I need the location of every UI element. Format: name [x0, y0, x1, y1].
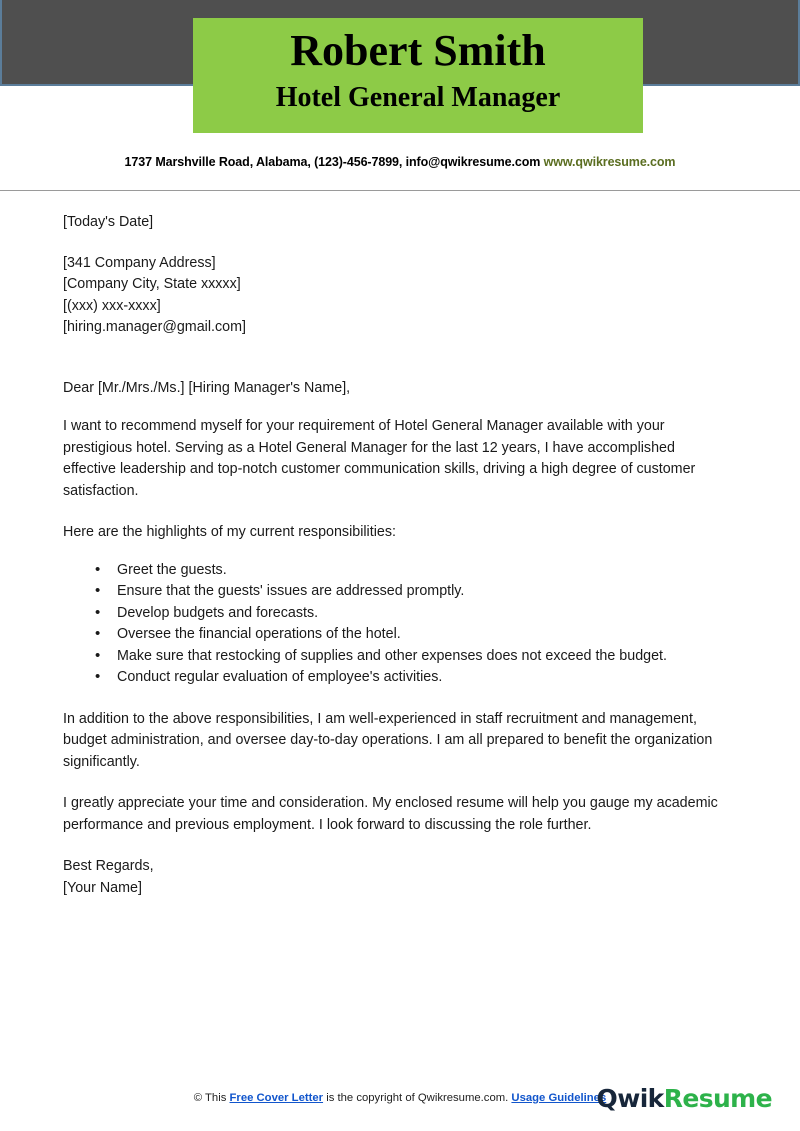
body-paragraph-3: I greatly appreciate your time and consideration. My enclosed resume will help you gauge my academic performance and previous employment. I look forward to discussing the role further. [63, 795, 718, 833]
footer-copyright-middle: is the copyright of Qwikresume.com. [323, 1092, 512, 1104]
list-item: • Oversee the financial operations of the hotel. [63, 624, 723, 646]
contact-details: 1737 Marshville Road, Alabama, (123)-456-7899, info@qwikresume.com [124, 155, 541, 169]
free-cover-letter-link[interactable]: Free Cover Letter [229, 1092, 324, 1104]
header-divider [0, 190, 800, 191]
contact-website[interactable]: www.qwikresume.com [543, 155, 676, 169]
recipient-line: [Company City, State xxxxx] [63, 276, 241, 292]
footer-copyright-prefix: © This [193, 1092, 230, 1104]
contact-line [0, 155, 800, 169]
letter-body [63, 212, 723, 916]
signature-block [63, 856, 723, 899]
recipient-line: [341 Company Address] [63, 254, 216, 271]
sign-off: Best Regards, [63, 858, 154, 874]
date-text: [Today's Date] [63, 214, 154, 230]
recipient-address-block [63, 253, 723, 339]
responsibilities-list [63, 560, 723, 689]
list-item: • Greet the guests. [63, 560, 723, 582]
list-item: • Make sure that restocking of supplies and other expenses does not exceed the budget. [63, 646, 723, 668]
usage-guidelines-link[interactable]: Usage Guidelines [511, 1092, 607, 1104]
footer [0, 1073, 800, 1131]
date-block [63, 212, 723, 234]
salutation: Dear [Mr./Mrs./Ms.] [Hiring Manager's Name], [63, 379, 351, 396]
list-item: • Develop budgets and forecasts. [63, 603, 723, 625]
qwikresume-logo[interactable] [597, 1083, 772, 1115]
list-item: • Conduct regular evaluation of employee's activities. [63, 667, 723, 689]
job-title: Hotel General Manager [275, 82, 561, 113]
page-title: Robert Smith [290, 26, 546, 75]
body-paragraph-2: In addition to the above responsibilities, I am well-experienced in staff recruitment and management, budget administration, and oversee day-to-day operations. I am all prepared to benefit the organization significantly. [63, 710, 713, 770]
list-item: • Ensure that the guests' issues are addressed promptly. [63, 581, 723, 603]
signature-name: [Your Name] [63, 879, 142, 896]
name-plate [193, 18, 643, 133]
highlights-intro: Here are the highlights of my current responsibilities: [63, 524, 396, 540]
recipient-line: [(xxx) xxx-xxxx] [63, 297, 161, 314]
body-paragraph-1: I want to recommend myself for your requirement of Hotel General Manager available with your prestigious hotel. Serving as a Hotel General Manager for the last 12 years, I have accomplished effective leadership and top-notch customer communication skills, driving a high degree of customer satisfaction. [63, 418, 696, 499]
recipient-line: [hiring.manager@gmail.com] [63, 319, 246, 335]
logo-text-resume: Resume [663, 1084, 772, 1113]
logo-text-qwik: Qwik [596, 1084, 664, 1113]
